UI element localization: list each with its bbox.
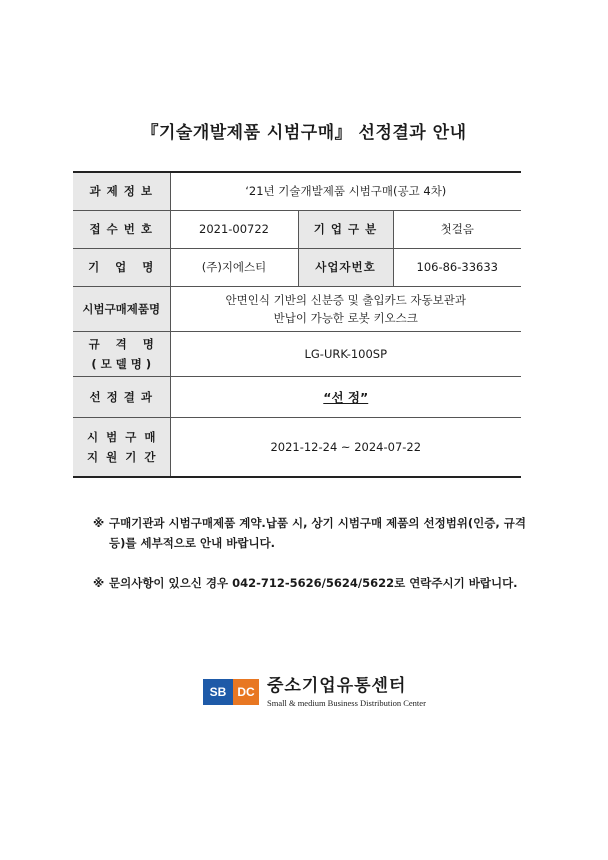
note-1-text: 구매기관과 시범구매제품 계약.납품 시, 상기 시범구매 제품의 선정범위(인증, 규격 등)를 세부적으로 안내 바랍니다. [109,516,526,550]
product-value [170,286,521,331]
reference-mark-icon: ※ [93,516,105,530]
company-name-label: 기 업 명 [73,248,170,286]
task-info-label: 과 제 정 보 [73,172,170,210]
period-label-line2: 지 원 기 간 [87,449,156,464]
footer-logo [203,675,426,709]
table-row [73,331,521,376]
period-label [73,417,170,477]
note-2 [93,573,533,593]
note-1 [93,513,533,553]
spec-value: LG-URK-100SP [170,331,521,376]
table-row [73,248,521,286]
receipt-no-label: 접 수 번 호 [73,210,170,248]
org-name-ko: 중소기업유통센터 [267,676,407,696]
page-title: 『기술개발제품 시범구매』 선정결과 안내 [141,123,467,143]
org-name [267,675,426,709]
sbdc-logo-icon [203,679,259,705]
table-row [73,417,521,477]
org-name-en: Small & medium Business Distribution Center [267,698,426,708]
spec-label-line2: ( 모 델 명 ) [91,356,152,371]
logo-dc: DC [233,679,259,705]
receipt-no-value: 2021-00722 [170,210,298,248]
table-row [73,286,521,331]
table-row [73,376,521,417]
biz-no-value: 106-86-33633 [393,248,521,286]
table-row [73,172,521,210]
period-label-line1: 시 범 구 매 [87,429,156,444]
task-info-value: ‘21년 기술개발제품 시범구매(공고 4차) [170,172,521,210]
reference-mark-icon: ※ [93,576,105,590]
result-value: “선 정” [170,376,521,417]
note-2-text: 문의사항이 있으신 경우 042-712-5626/5624/5622로 연락주시기 바랍니다. [109,576,518,590]
company-type-label: 기 업 구 분 [298,210,393,248]
product-label: 시범구매제품명 [73,286,170,331]
product-value-line2: 반납이 가능한 로봇 키오스크 [273,310,418,325]
biz-no-label: 사업자번호 [298,248,393,286]
period-value: 2021-12-24 ~ 2024-07-22 [170,417,521,477]
result-label: 선 정 결 과 [73,376,170,417]
selection-info-table [73,171,521,478]
spec-label-line1: 규 격 명 [88,336,154,351]
company-type-value: 첫걸음 [393,210,521,248]
spec-label [73,331,170,376]
table-row [73,210,521,248]
logo-sb: SB [203,679,233,705]
product-value-line1: 안면인식 기반의 신분증 및 출입카드 자동보관과 [225,292,466,307]
company-name-value: (주)지에스티 [170,248,298,286]
